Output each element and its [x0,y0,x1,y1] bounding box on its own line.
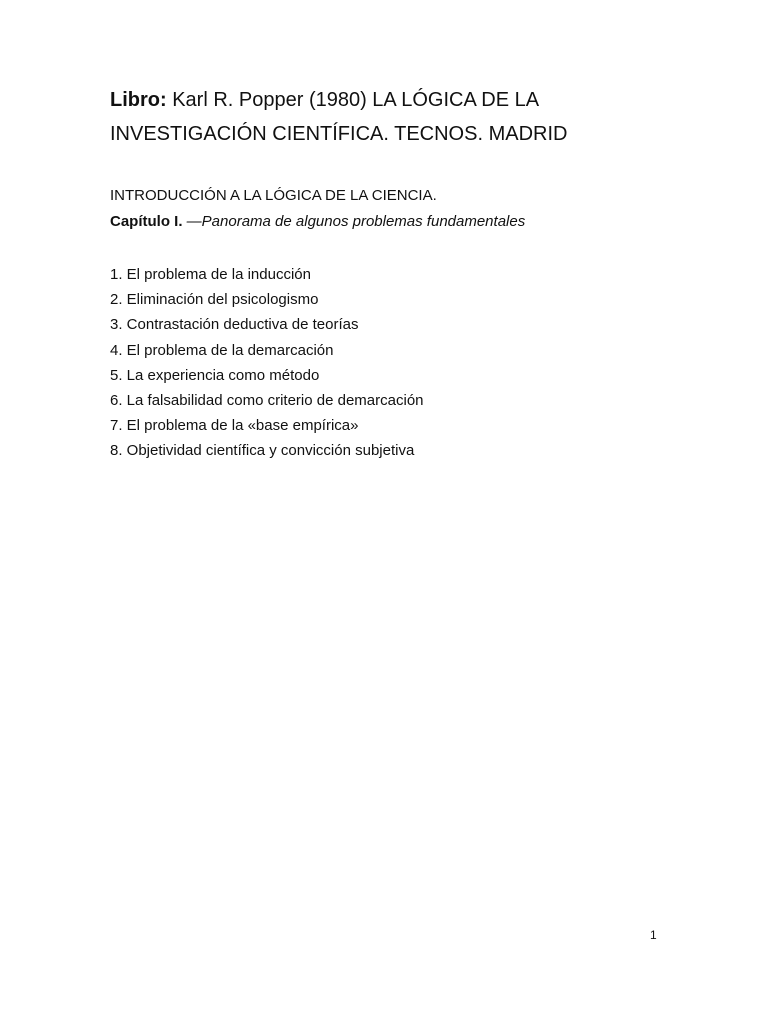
book-title-lead: Libro: [110,89,167,111]
toc-item: 5. La experiencia como método [110,366,320,384]
toc-item: 7. El problema de la «base empírica» [110,417,359,435]
toc-item: 6. La falsabilidad como criterio de demarcación [110,392,424,410]
book-title-text: Karl R. Popper (1980) LA LÓGICA DE LA INVESTIGACIÓN CIENTÍFICA. TECNOS. MADRID [110,89,568,145]
chapter-label: Capítulo I. [110,213,183,230]
chapter-subtitle: —Panorama de algunos problemas fundamentales [182,213,526,230]
toc-item: 1. El problema de la inducción [110,266,311,283]
chapter-heading [110,212,525,232]
table-of-contents [110,262,424,464]
toc-item: 8. Objetividad científica y convicción subjetiva [110,442,415,460]
book-title [110,83,670,151]
intro-heading: INTRODUCCIÓN A LA LÓGICA DE LA CIENCIA. [110,187,437,204]
page-number: 1 [650,928,657,942]
toc-item: 2. Eliminación del psicologismo [110,291,319,309]
toc-item: 3. Contrastación deductiva de teorías [110,316,359,334]
toc-item: 4. El problema de la demarcación [110,341,334,359]
